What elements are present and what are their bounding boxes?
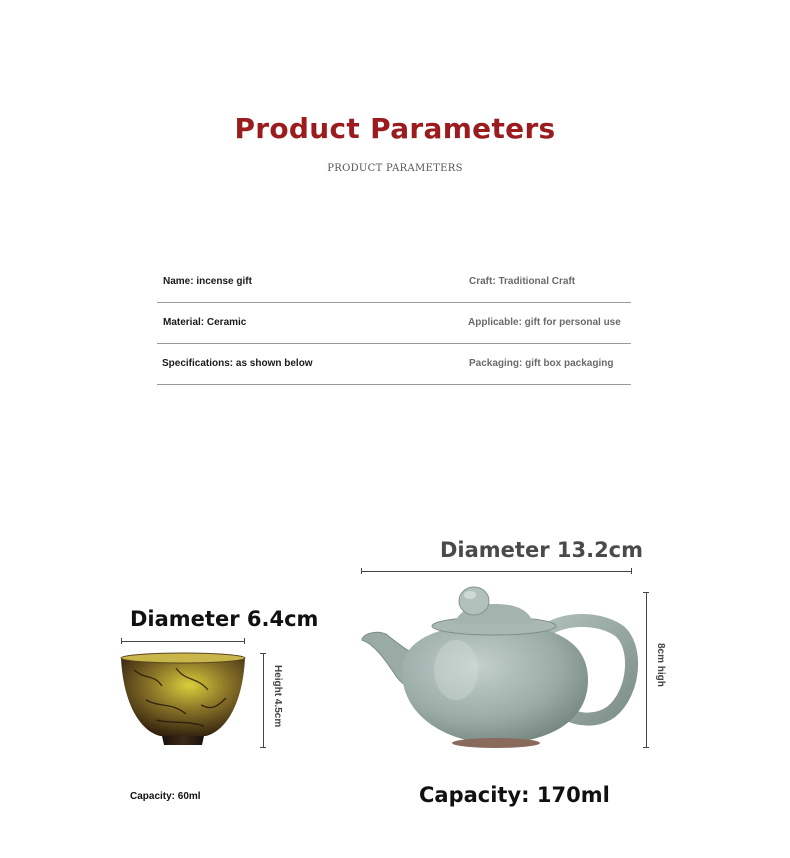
param-material: Material: Ceramic — [163, 317, 247, 328]
teapot-image — [356, 580, 638, 752]
cup-diameter-tick — [121, 638, 122, 644]
cup-height-tick — [260, 653, 266, 654]
cup-height-label: Height 4.5cm — [272, 665, 283, 728]
teapot-diameter-label: Diameter 13.2cm — [440, 538, 644, 562]
cup-diameter-label: Diameter 6.4cm — [130, 607, 319, 631]
param-craft: Craft: Traditional Craft — [469, 276, 576, 287]
teapot-diameter-tick — [361, 568, 362, 574]
cup-diameter-line — [121, 641, 245, 642]
teapot-diameter-line — [361, 571, 632, 572]
cup-capacity-label: Capacity: 60ml — [130, 791, 201, 802]
param-row — [157, 262, 631, 303]
param-row — [157, 344, 631, 385]
param-applicable: Applicable: gift for personal use — [468, 317, 621, 328]
parameters-table — [157, 262, 631, 385]
param-packaging: Packaging: gift box packaging — [469, 358, 614, 369]
teapot-height-tick — [643, 747, 649, 748]
teapot-capacity-label: Capacity: 170ml — [419, 783, 610, 807]
cup-height-line — [263, 653, 264, 748]
cup-image — [116, 650, 250, 750]
teapot-height-tick — [643, 592, 649, 593]
teapot-diameter-tick — [631, 568, 632, 574]
teapot-height-label: 8cm high — [655, 643, 666, 687]
page-title: Product Parameters — [234, 112, 556, 145]
page-subtitle: PRODUCT PARAMETERS — [327, 163, 463, 174]
param-name: Name: incense gift — [163, 276, 252, 287]
teapot-height-line — [646, 592, 647, 748]
cup-height-tick — [260, 747, 266, 748]
param-row — [157, 303, 631, 344]
cup-diameter-tick — [244, 638, 245, 644]
param-specifications: Specifications: as shown below — [162, 358, 313, 369]
